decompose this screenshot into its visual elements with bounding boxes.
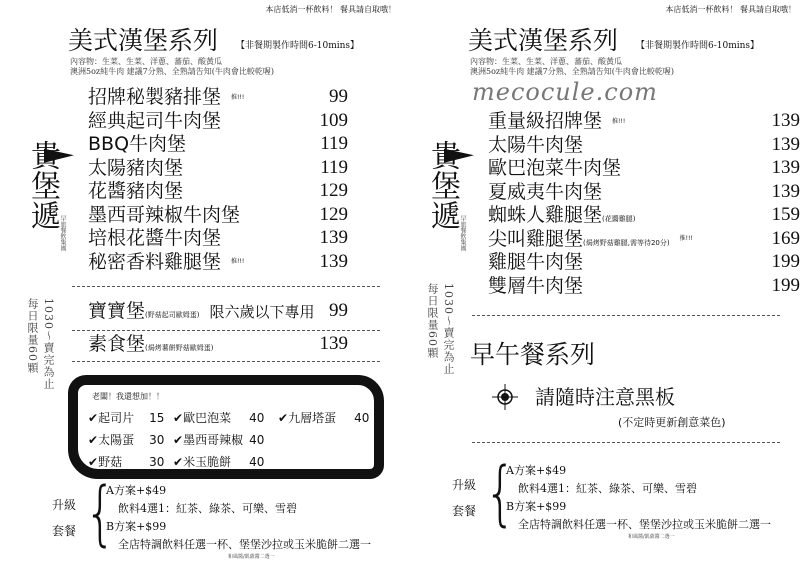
check-icon: ✔ (88, 433, 99, 447)
section-title: 美式漢堡系列 (68, 26, 219, 55)
item-price: 169 (771, 227, 800, 249)
addon-price: 30 (149, 433, 165, 447)
item-name: 招牌秘製豬排堡 (88, 86, 222, 108)
divider (472, 442, 780, 443)
item-desc: (花醬雞腿) (602, 215, 636, 223)
item-price: 199 (771, 251, 800, 272)
addon-item (278, 409, 369, 426)
addon-item (173, 431, 264, 448)
menu-item (88, 86, 244, 109)
plan-a-title: A方案+$49 (106, 484, 167, 497)
item-name: 經典起司牛肉堡 (88, 109, 222, 132)
addon-name: 墨西哥辣椒 (183, 433, 244, 447)
brunch-notice: 請隨時注意黑板 (535, 385, 675, 409)
item-name: 尖叫雞腿堡 (488, 227, 584, 250)
item-name: 重量級招牌堡 (488, 110, 603, 132)
addon-item (88, 431, 164, 448)
daily-limit-text: 每日限量60顆 (26, 298, 39, 374)
menu-item (488, 181, 602, 203)
plan-b-title: B方案+$99 (106, 520, 167, 533)
item-desc: (焗烤野菇雞腿,需等待20分) (583, 238, 670, 247)
daily-limit-text: 每日限量60顆 (426, 283, 439, 359)
notice-text: 本店低消一杯飲料！ 餐具請自取哦！ (265, 5, 396, 14)
addon-item (88, 453, 164, 470)
brunch-sub: (不定時更新創意菜色) (618, 416, 726, 429)
menu-item (88, 110, 221, 132)
item-name: 太陽牛肉堡 (488, 133, 584, 156)
item-name: BBQ牛肉堡 (88, 133, 187, 155)
item-name: 雙層牛肉堡 (488, 274, 584, 297)
item-desc: (焗烤薯餅野菇歐姆蛋) (145, 344, 214, 352)
brace-icon: { (484, 452, 516, 534)
brace-icon: { (84, 472, 116, 554)
item-price: 119 (320, 156, 348, 178)
check-icon: ✔ (173, 433, 184, 447)
addon-price: 40 (249, 433, 265, 447)
recommend-tag: 推!!! (231, 93, 245, 101)
group-name: 早旅餐飲集團 (459, 215, 466, 251)
hours-text: 1030～賣完為止 (42, 298, 55, 390)
cook-time-note: 【非餐期製作時間6-10mins】 (636, 41, 760, 51)
menu-item (88, 227, 221, 249)
plan-a-desc: 飲料4選1：紅茶、綠茶、可樂、雪碧 (118, 502, 297, 515)
addon-name: 起司片 (98, 411, 135, 425)
divider (72, 361, 380, 362)
item-price: 119 (320, 133, 348, 154)
contents-note: 內容物：生菜、生菜、洋蔥、蕃茄、酸黃瓜 (70, 57, 222, 66)
addon-price: 40 (354, 411, 370, 425)
item-price: 139 (771, 157, 800, 178)
upgrade-label: 套餐 (452, 504, 477, 518)
item-price: 139 (771, 133, 800, 155)
item-name: 夏威夷牛肉堡 (488, 180, 603, 203)
item-price: 99 (329, 300, 348, 321)
plan-b-title: B方案+$99 (506, 500, 567, 513)
item-price: 109 (319, 109, 348, 131)
item-price: 139 (319, 250, 348, 272)
menu-item (488, 110, 625, 133)
item-name: 培根花醬牛肉堡 (88, 227, 222, 249)
addons-title: 老闆！我還想加！！ (92, 392, 164, 401)
addon-price: 30 (149, 455, 165, 469)
item-name: 墨西哥辣椒牛肉堡 (88, 203, 241, 226)
menu-item (88, 204, 240, 226)
notice-text: 本店低消一杯飲料！ 餐具請自取哦！ (665, 5, 796, 14)
item-price: 139 (771, 180, 800, 202)
item-price: 159 (771, 204, 800, 225)
addon-price: 40 (249, 455, 265, 469)
check-icon: ✔ (278, 411, 289, 425)
item-name: 素食堡 (88, 333, 146, 355)
target-icon (492, 384, 518, 410)
contents-note: 內容物：生菜、生菜、洋蔥、蕃茄、酸黃瓜 (470, 57, 622, 66)
beef-note: 澳洲5oz純牛肉 建議7分熟、全熟請告知(牛肉會比較乾喔) (70, 67, 274, 76)
kids-note: 限六歲以下專用 (209, 303, 315, 321)
addon-price: 40 (249, 411, 265, 425)
right-menu-page (400, 0, 800, 565)
item-name: 秘密香料雞腿堡 (88, 250, 222, 273)
menu-item (488, 134, 583, 156)
menu-item (488, 228, 693, 254)
group-name: 早旅餐飲集團 (59, 215, 66, 251)
addon-item (173, 453, 264, 470)
recommend-tag: 推!!! (231, 258, 245, 265)
item-name: 寶寶堡 (88, 300, 146, 322)
logo-text: 貴堡遞 (25, 140, 60, 230)
menu-item (488, 157, 621, 179)
item-name: 太陽豬肉堡 (88, 156, 184, 179)
item-price: 129 (319, 203, 348, 225)
item-name: 雞腿牛肉堡 (488, 251, 584, 273)
addon-name: 太陽蛋 (98, 433, 135, 447)
menu-item (88, 180, 183, 202)
addons-box (68, 375, 384, 479)
section-title: 美式漢堡系列 (468, 26, 619, 55)
addon-item (88, 409, 164, 426)
addon-name: 歐巴泡菜 (183, 411, 232, 425)
menu-item-veg (88, 333, 213, 359)
menu-item (488, 204, 635, 230)
item-name: 花醬豬肉堡 (88, 180, 184, 202)
item-price: 139 (771, 110, 800, 131)
brunch-title: 早午餐系列 (470, 340, 596, 369)
divider (472, 315, 780, 316)
addon-name: 米玉脆餅 (183, 455, 232, 469)
hours-text: 1030～賣完為止 (442, 283, 455, 375)
plan-b-note: 和風醬/凱薩醬二選一 (628, 534, 675, 540)
recommend-tag: 推!!! (679, 235, 693, 242)
item-price: 139 (319, 333, 348, 354)
logo-text: 貴堡遞 (425, 140, 460, 230)
addon-name: 野菇 (98, 455, 123, 469)
menu-item (88, 157, 183, 179)
plan-b-desc: 全店特調飲料任選一杯、堡堡沙拉或玉米脆餅二選一 (518, 518, 771, 531)
check-icon: ✔ (173, 455, 184, 469)
plan-b-desc: 全店特調飲料任選一杯、堡堡沙拉或玉米脆餅二選一 (118, 538, 371, 551)
beef-note: 澳洲5oz純牛肉 建議7分熟、全熟請告知(牛肉會比較乾喔) (470, 67, 674, 76)
item-name: 蜘蛛人雞腿堡 (488, 204, 603, 226)
addon-price: 15 (149, 411, 165, 425)
item-price: 99 (329, 86, 348, 107)
item-price: 139 (319, 227, 348, 248)
plan-a-title: A方案+$49 (506, 464, 567, 477)
plan-b-note: 和風醬/凱薩醬二選一 (228, 554, 275, 560)
check-icon: ✔ (88, 455, 99, 469)
menu-item (88, 251, 244, 274)
recommend-tag: 推!!! (612, 117, 626, 125)
upgrade-label: 套餐 (52, 524, 77, 538)
addon-item (173, 409, 264, 426)
menu-item-kids (88, 300, 315, 326)
divider (72, 286, 380, 287)
item-price: 199 (771, 274, 800, 296)
check-icon: ✔ (173, 411, 184, 425)
divider (72, 330, 380, 331)
upgrade-label: 升級 (52, 498, 77, 512)
menu-item (488, 251, 583, 273)
check-icon: ✔ (88, 411, 99, 425)
item-price: 129 (319, 180, 348, 201)
addon-name: 九層塔蛋 (288, 411, 337, 425)
plan-a-desc: 飲料4選1：紅茶、綠茶、可樂、雪碧 (518, 482, 697, 495)
cook-time-note: 【非餐期製作時間6-10mins】 (236, 41, 360, 51)
menu-item (88, 133, 186, 155)
upgrade-label: 升級 (452, 478, 477, 492)
item-desc: (野菇起司歐姆蛋) (145, 311, 200, 319)
item-name: 歐巴泡菜牛肉堡 (488, 157, 622, 179)
watermark: mecocule.com (472, 78, 658, 106)
menu-item (488, 275, 583, 297)
